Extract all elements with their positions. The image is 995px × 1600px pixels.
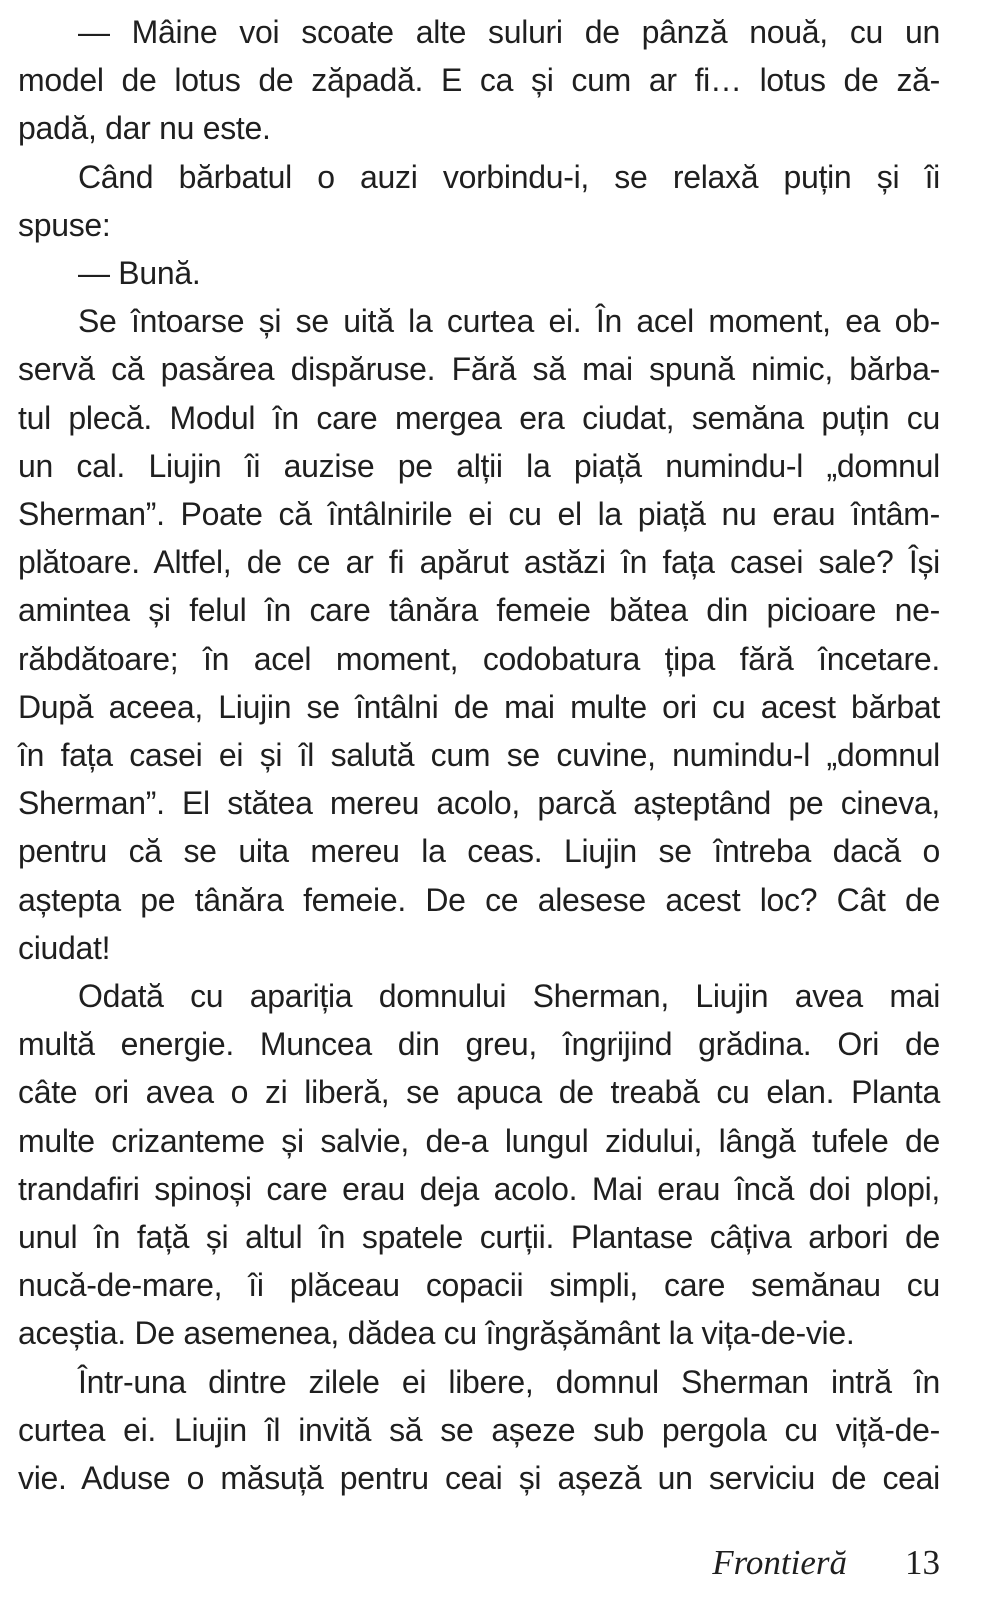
text-line: plătoare. Altfel, de ce ar fi apărut astăzi în fața casei sale? Își xyxy=(18,544,940,581)
page-footer xyxy=(712,1543,940,1583)
text-line: pentru că se uita mereu la ceas. Liujin se întreba dacă o xyxy=(18,833,940,870)
text-line: unul în față și altul în spatele curții. Plantase câțiva arbori de xyxy=(18,1219,940,1256)
text-line: Sherman”. Poate că întâlnirile ei cu el la piață nu erau întâm- xyxy=(18,496,940,533)
text-line: Odată cu apariția domnului Sherman, Liujin avea mai xyxy=(78,978,940,1015)
paragraph xyxy=(18,153,940,249)
paragraph xyxy=(18,249,940,297)
text-line: — Mâine voi scoate alte suluri de pânză nouă, cu un xyxy=(78,14,940,50)
text-line: model de lotus de zăpadă. E ca și cum ar fi… lotus de ză- xyxy=(18,62,940,99)
text-line: Într-una dintre zilele ei libere, domnul Sherman intră în xyxy=(78,1363,940,1400)
text-line: câte ori avea o zi liberă, se apuca de treabă cu elan. Planta xyxy=(18,1074,940,1111)
text-line: Se întoarse și se uită la curtea ei. În acel moment, ea ob- xyxy=(78,303,940,340)
page-number: 13 xyxy=(905,1543,940,1582)
text-line: După aceea, Liujin se întâlni de mai multe ori cu acest bărbat xyxy=(18,688,940,725)
text-block xyxy=(18,8,940,1502)
text-line: vie. Aduse o măsuță pentru ceai și așeză un serviciu de ceai xyxy=(18,1460,940,1497)
text-line: spuse: xyxy=(18,206,111,243)
text-line: un cal. Liujin îi auzise pe alții la piață numindu-l „domnul xyxy=(18,447,940,484)
text-line: servă că pasărea dispăruse. Fără să mai spună nimic, bărba- xyxy=(18,351,940,388)
text-line: multă energie. Muncea din greu, îngrijind grădina. Ori de xyxy=(18,1026,940,1063)
text-line: Când bărbatul o auzi vorbindu-i, se relaxă puțin și îi xyxy=(78,158,940,195)
text-line: aștepta pe tânăra femeie. De ce alesese acest loc? Cât de xyxy=(18,881,940,918)
text-line: padă, dar nu este. xyxy=(18,110,271,147)
text-line: nucă-de-mare, îi plăceau copacii simpli, care semănau cu xyxy=(18,1267,940,1304)
paragraph xyxy=(18,297,940,972)
text-line: Sherman”. El stătea mereu acolo, parcă așteptând pe cineva, xyxy=(18,785,940,822)
text-line: curtea ei. Liujin îl invită să se așeze sub pergola cu viță-de- xyxy=(18,1411,940,1448)
text-line: ciudat! xyxy=(18,929,111,966)
book-title: Frontieră xyxy=(712,1543,847,1582)
text-line: amintea și felul în care tânăra femeie bătea din picioare ne- xyxy=(18,592,940,629)
paragraph xyxy=(18,972,940,1358)
text-line: trandafiri spinoși care erau deja acolo. Mai erau încă doi plopi, xyxy=(18,1170,940,1207)
text-line: în fața casei ei și îl salută cum se cuvine, numindu-l „domnul xyxy=(18,737,940,774)
paragraph xyxy=(18,8,940,153)
text-line: aceștia. De asemenea, dădea cu îngrășământ la vița-de-vie. xyxy=(18,1315,855,1352)
text-line: răbdătoare; în acel moment, codobatura țipa fără încetare. xyxy=(18,640,940,677)
text-line: multe crizanteme și salvie, de-a lungul zidului, lângă tufele de xyxy=(18,1122,940,1159)
text-line: tul plecă. Modul în care mergea era ciudat, semăna puțin cu xyxy=(18,399,940,436)
paragraph xyxy=(18,1358,940,1503)
text-line: — Bună. xyxy=(78,255,201,292)
